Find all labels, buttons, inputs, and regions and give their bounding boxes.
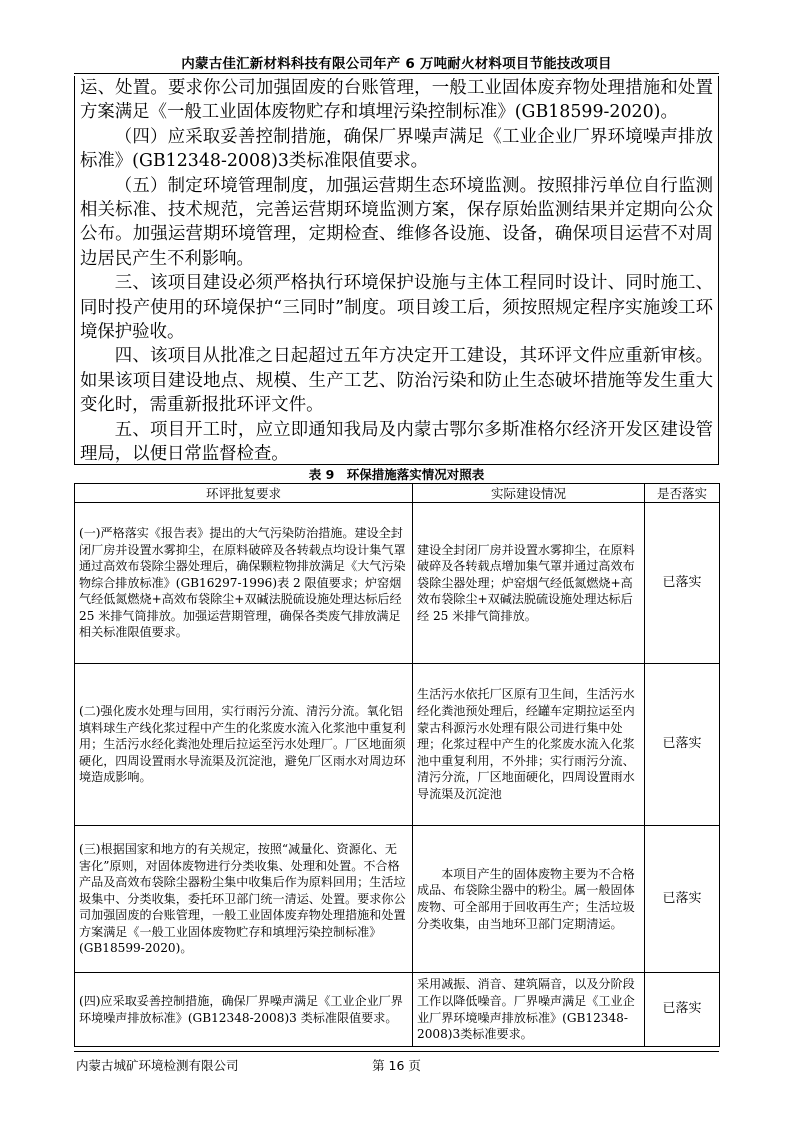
column-header-requirement: 环评批复要求	[75, 484, 413, 503]
paragraph: 运、处置。要求你公司加强固废的台账管理，一般工业固体废弃物处理措施和处置方案满足《一般工业固体废物贮存和填埋污染控制标准》(GB18599-2020)。	[80, 78, 713, 123]
paragraph: （五）制定环境管理制度，加强运营期生态环境监测。按照排污单位自行监测相关标准、技术规范，完善运营期环境监测方案，保存原始监测结果并定期向公众公布。加强运营期环境管理，定期检查、维修各设施、设备，确保项目运营不对周边居民产生不利影响。	[80, 175, 713, 269]
table-row	[75, 664, 720, 826]
table-row	[75, 503, 720, 664]
actual-cell: 生活污水依托厂区原有卫生间，生活污水经化粪池预处理后，经罐车定期拉运至内蒙古科源污水处理有限公司进行集中处理；化浆过程中产生的化浆废水流入化浆池中重复利用，不外排；实行雨污分流、清污分流，厂区地面硬化，四周设置雨水导流渠及沉淀池	[413, 664, 645, 826]
page-number: 第 16 页	[372, 1058, 421, 1073]
paragraph: 五、项目开工时，应立即通知我局及内蒙古鄂尔多斯准格尔经济开发区建设管理局，以便日常监督检查。	[80, 419, 713, 465]
comparison-table	[74, 483, 720, 1047]
actual-cell: 建设全封闭厂房并设置水雾抑尘，在原料破碎及各转载点增加集气罩并通过高效布袋除尘器处理；炉窑烟气经低氮燃烧+高效布袋除尘+双碱法脱硫设施处理达标后经 25 米排气筒排放。	[413, 503, 645, 664]
requirement-cell: (四)应采取妥善控制措施，确保厂界噪声满足《工业企业厂界环境噪声排放标准》(GB12348-2008)3 类标准限值要求。	[75, 973, 413, 1047]
footer-company: 内蒙古城矿环境检测有限公司	[76, 1058, 239, 1073]
column-header-status: 是否落实	[645, 484, 720, 503]
footer-rule	[74, 1051, 719, 1052]
paragraph: （四）应采取妥善控制措施，确保厂界噪声满足《工业企业厂界环境噪声排放标准》(GB12348-2008)3类标准限值要求。	[80, 126, 713, 172]
actual-cell: 本项目产生的固体废物主要为不合格成品、布袋除尘器中的粉尘。属一般固体废物、可全部用于回收再生产；生活垃圾分类收集，由当地环卫部门定期清运。	[413, 826, 645, 973]
table-row	[75, 826, 720, 973]
status-cell: 已落实	[645, 973, 720, 1047]
status-cell: 已落实	[645, 826, 720, 973]
requirement-cell: (三)根据国家和地方的有关规定，按照“减量化、资源化、无害化”原则，对固体废物进行分类收集、处理和处置。不合格产品及高效布袋除尘器粉尘集中收集后作为原料回用；生活垃圾集中、分类收集，委托环卫部门统一清运、处置。要求你公司加强固废的台账管理，一般工业固体废弃物处理措施和处置方案满足《一般工业固体废物贮存和填埋污染控制标准》(GB18599-2020)。	[75, 826, 413, 973]
table-caption: 表 9 环保措施落实情况对照表	[308, 467, 485, 482]
paragraph: 三、该项目建设必须严格执行环境保护设施与主体工程同时设计、同时施工、同时投产使用的环境保护“三同时”制度。项目竣工后，须按照规定程序实施竣工环境保护验收。	[80, 273, 713, 343]
body-text	[80, 76, 713, 467]
column-header-actual: 实际建设情况	[413, 484, 645, 503]
requirement-cell: (二)强化废水处理与回用，实行雨污分流、清污分流。氧化铝填料球生产线化浆过程中产生的化浆废水流入化浆池中重复利用；生活污水经化粪池处理后拉运至污水处理厂。厂区地面须硬化，四周设置雨水导流渠及沉淀池，避免厂区雨水对周边环境造成影响。	[75, 664, 413, 826]
paragraph: 四、该项目从批准之日起超过五年方决定开工建设，其环评文件应重新审核。如果该项目建设地点、规模、生产工艺、防治污染和防止生态破坏措施等发生重大变化时，需重新报批环评文件。	[80, 346, 713, 416]
status-cell: 已落实	[645, 503, 720, 664]
requirement-cell: (一)严格落实《报告表》提出的大气污染防治措施。建设全封闭厂房并设置水雾抑尘，在原料破碎及各转载点均设计集气罩通过高效布袋除尘器处理后，确保颗粒物排放满足《大气污染物综合排放标准》(GB16297-1996)表 2 限值要求；炉窑烟气经低氮燃烧+高效布袋除尘+双碱法脱硫设施处理达标后经 25 米排气筒排放。加强运营期管理，确保各类废气排放满足相关标准限值要求。	[75, 503, 413, 664]
table-header-row	[75, 484, 720, 503]
table-row	[75, 973, 720, 1047]
actual-cell: 采用减振、消音、建筑隔音，以及分阶段工作以降低噪音。厂界噪声满足《工业企业厂界环境噪声排放标准》(GB12348-2008)3类标准要求。	[413, 973, 645, 1047]
header-rule	[74, 73, 719, 74]
page-header-title: 内蒙古佳汇新材料科技有限公司年产 6 万吨耐火材料项目节能技改项目	[181, 56, 612, 72]
status-cell: 已落实	[645, 664, 720, 826]
